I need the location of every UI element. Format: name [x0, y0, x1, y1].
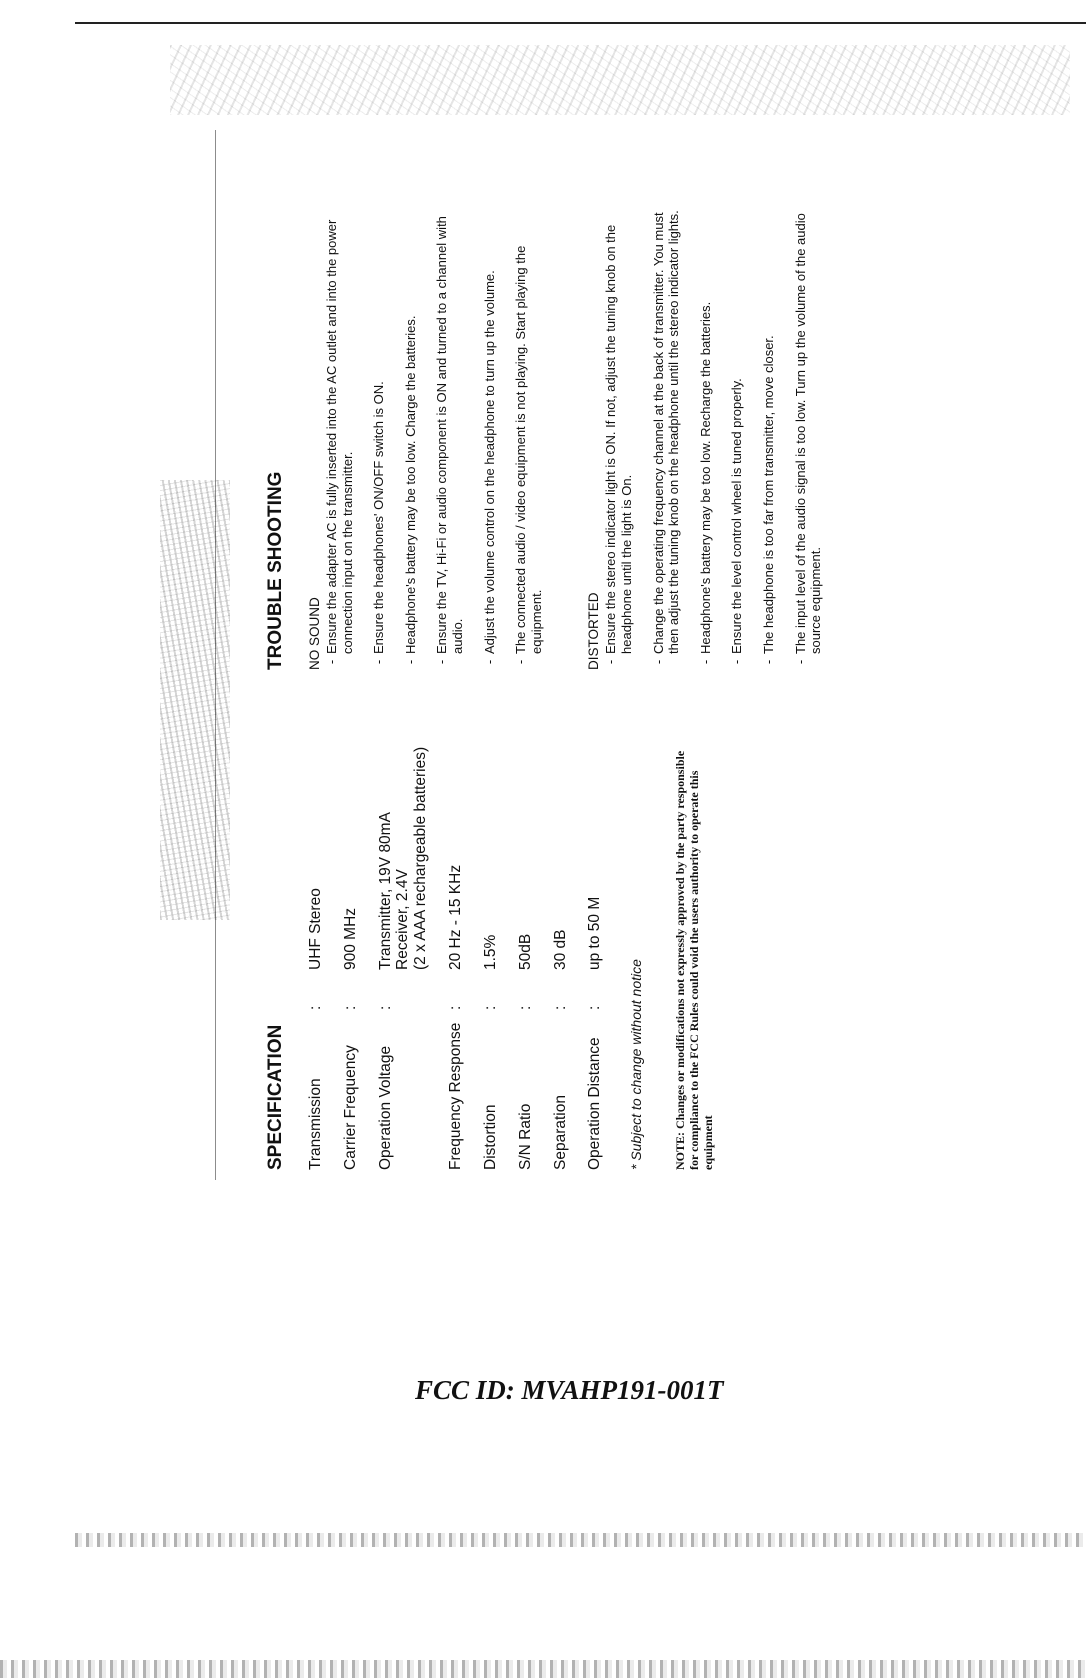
- spec-row: [342, 740, 360, 1170]
- troubleshooting-item: [698, 210, 714, 670]
- scan-noise-band: [75, 1533, 1086, 1547]
- spec-value: 900 MHz: [341, 907, 359, 970]
- specification-table: [307, 740, 604, 1170]
- spec-label: Separation: [551, 1095, 569, 1170]
- troubleshooting-item: [324, 210, 355, 670]
- spec-value: Transmitter, 19V 80mA Receiver, 2.4V (2 x AAA rechargeable batteries): [376, 746, 430, 970]
- troubleshooting-item-text: Ensure the stereo indicator light is ON. If not, adjust the tuning knob on the headphone until the light is On.: [603, 224, 634, 654]
- bullet-icon: -: [792, 659, 808, 665]
- spec-colon: :: [516, 1005, 534, 1010]
- bullet-icon: -: [603, 659, 619, 665]
- troubleshooting-item: [603, 210, 634, 670]
- bullet-icon: -: [481, 659, 497, 665]
- troubleshooting-item: [513, 210, 544, 670]
- spec-value: 20 Hz - 15 KHz: [447, 864, 465, 970]
- troubleshooting-title: TROUBLE SHOOTING: [265, 471, 286, 670]
- bullet-icon: -: [434, 659, 450, 665]
- spec-row: [377, 740, 430, 1170]
- troubleshooting-item: [729, 210, 745, 670]
- scan-noise-left: [160, 480, 230, 920]
- spec-colon: :: [481, 1005, 499, 1010]
- section-gap: [560, 210, 580, 670]
- bullet-icon: -: [324, 659, 339, 665]
- bullet-icon: -: [697, 659, 713, 665]
- troubleshooting-item: [651, 210, 682, 670]
- troubleshooting-item-text: Ensure the adapter AC is fully inserted into the AC outlet and into the power connection input on the transmitter.: [324, 219, 355, 654]
- spec-row: [307, 740, 325, 1170]
- spec-row: [586, 740, 604, 1170]
- spec-label: Frequency Response: [447, 1022, 465, 1170]
- bullet-icon: -: [513, 659, 529, 665]
- spec-value: 50dB: [516, 933, 534, 970]
- troubleshooting-item-text: Ensure the headphones' ON/OFF switch is ON.: [371, 381, 387, 654]
- spec-colon: :: [551, 1005, 569, 1010]
- spec-label: Transmission: [307, 1078, 324, 1170]
- rotated-document-panel: [265, 210, 905, 1190]
- troubleshooting-item: [371, 210, 387, 670]
- spec-colon: :: [307, 1005, 324, 1010]
- top-rule: [75, 22, 1086, 24]
- troubleshooting-item-text: Headphone's battery may be too low. Recharge the batteries.: [697, 301, 713, 654]
- spec-label: S/N Ratio: [516, 1103, 534, 1170]
- bullet-icon: -: [371, 659, 387, 665]
- spec-colon: :: [447, 1005, 465, 1010]
- spec-row: [517, 740, 535, 1170]
- troubleshooting-item-text: The headphone is too far from transmitter, move closer.: [760, 335, 776, 654]
- spec-value: UHF Stereo: [307, 888, 324, 970]
- scan-noise-band-bottom: [0, 1660, 1086, 1678]
- spec-value: 1.5%: [481, 934, 499, 970]
- troubleshooting-item-text: Ensure the level control wheel is tuned properly.: [729, 378, 745, 654]
- spec-colon: :: [376, 1005, 394, 1010]
- spec-label: Operation Distance: [586, 1037, 604, 1170]
- footnote: * Subject to change without notice: [628, 959, 645, 1170]
- specification-title: SPECIFICATION: [265, 1024, 286, 1170]
- troubleshooting-list: [307, 210, 824, 670]
- fcc-id-label: FCC ID: MVAHP191-001T: [415, 1375, 724, 1405]
- spec-value: 30 dB: [551, 929, 569, 970]
- spec-row: [482, 740, 500, 1170]
- troubleshooting-item: [403, 210, 419, 670]
- specification-section: [265, 740, 716, 1170]
- spec-label: Distortion: [481, 1104, 499, 1170]
- troubleshooting-item-text: The connected audio / video equipment is not playing. Start playing the equipment.: [513, 245, 544, 654]
- bullet-icon: -: [729, 659, 745, 665]
- scan-noise-top: [170, 45, 1070, 115]
- spec-row: [552, 740, 570, 1170]
- troubleshooting-item-text: Headphone's battery may be too low. Charge the batteries.: [402, 315, 418, 654]
- troubleshooting-item-text: Adjust the volume control on the headphone to turn up the volume.: [481, 270, 497, 654]
- troubleshooting-heading: NO SOUND: [307, 597, 322, 670]
- spec-row: [447, 740, 465, 1170]
- troubleshooting-item-text: Change the operating frequency channel at the back of transmitter. You must then adjust the tuning knob on the headphone until the stereo indicator lights.: [650, 210, 682, 654]
- fold-line: [215, 130, 216, 1180]
- fcc-note: NOTE: Changes or modifications not expressly approved by the party responsible for compliance to the FCC Rules could void the users authority to operate this equipment: [673, 750, 715, 1170]
- bullet-icon: -: [402, 659, 418, 665]
- bullet-icon: -: [650, 659, 666, 665]
- troubleshooting-section: [265, 210, 840, 670]
- troubleshooting-item: [761, 210, 777, 670]
- bullet-icon: -: [760, 659, 776, 665]
- troubleshooting-item: [482, 210, 498, 670]
- spec-label: Operation Voltage: [376, 1045, 394, 1170]
- troubleshooting-heading: DISTORTED: [586, 592, 602, 670]
- troubleshooting-item: [434, 210, 465, 670]
- spec-value: up to 50 M: [586, 896, 604, 970]
- troubleshooting-item: [793, 210, 824, 670]
- spec-label: Carrier Frequency: [341, 1045, 359, 1170]
- troubleshooting-item-text: Ensure the TV, Hi-Fi or audio component is ON and turned to a channel with audio.: [434, 216, 465, 654]
- spec-colon: :: [341, 1005, 359, 1010]
- spec-colon: :: [586, 1005, 604, 1010]
- troubleshooting-item-text: The input level of the audio signal is too low. Turn up the volume of the audio source equipment.: [792, 213, 824, 654]
